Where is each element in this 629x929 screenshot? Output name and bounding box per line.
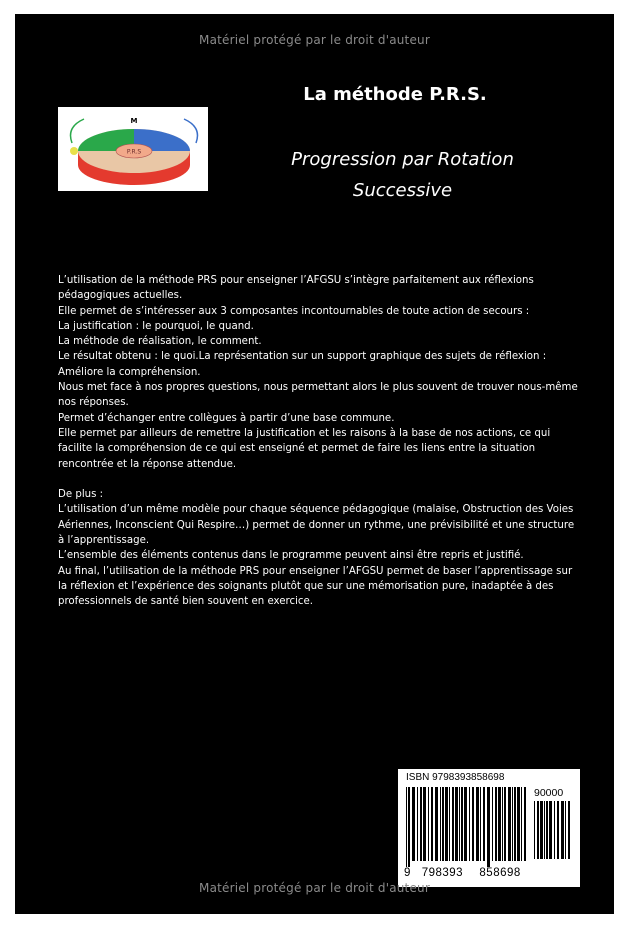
barcode-bar — [557, 801, 559, 859]
barcode-digit-group-2: 858698 — [479, 867, 521, 879]
subtitle-line-2: Successive — [352, 180, 453, 201]
subtitle-line-1: Progression par Rotation — [291, 149, 514, 170]
barcode-bar — [544, 801, 545, 859]
book-title: La méthode P.R.S. — [303, 84, 487, 105]
paragraph: La justification : le pourquoi, le quand. — [58, 320, 254, 332]
copyright-watermark-bottom: Matériel protégé par le droit d'auteur — [199, 881, 430, 895]
barcode-bar — [524, 787, 526, 861]
barcode-bar — [452, 787, 454, 861]
barcode-bar — [417, 787, 418, 861]
isbn-barcode — [398, 769, 580, 887]
paragraph: Permet d’échanger entre collègues à partir d’une base commune. — [58, 412, 395, 424]
barcode-bar — [508, 787, 511, 861]
barcode-bar — [549, 801, 552, 859]
book-back-cover — [15, 14, 614, 914]
paragraph: L’utilisation d’un même modèle pour chaque séquence pédagogique (malaise, Obstruction des Voies Aériennes, Inconscient Qui Respire…) permet de donner un rythme, une prévisibilité et une structure à l’apprentissage. — [58, 504, 575, 547]
barcode-bar — [420, 787, 422, 861]
barcode-bar — [568, 801, 570, 859]
barcode-bar — [492, 787, 493, 861]
barcode-bar — [469, 787, 470, 861]
barcode-bar — [440, 787, 441, 861]
barcode-bar — [408, 787, 410, 867]
barcode-bar — [472, 787, 474, 861]
barcode-bars — [406, 787, 526, 867]
paragraph: Au final, l’utilisation de la méthode PRS pour enseigner l’AFGSU permet de baser l’apprentissage sur la réflexion et l’expérience des soignants plutôt que sur une mémorisation pure, inadaptée à des professionnels de santé bien souvent en exercice. — [58, 565, 573, 608]
barcode-bar — [502, 787, 503, 861]
paragraph: L’ensemble des éléments contenus dans le programme peuvent ainsi être repris et justifié. — [58, 550, 524, 562]
isbn-label: ISBN 9798393858698 — [406, 772, 505, 783]
logo-top-label: M — [130, 117, 138, 125]
paragraph-gap — [58, 472, 578, 487]
barcode-bar — [517, 787, 520, 861]
barcode-bar — [435, 787, 438, 861]
barcode-bar — [483, 787, 485, 861]
paragraph: Le résultat obtenu : le quoi.La représentation sur un support graphique des sujets de réflexion : Améliore la compréhension. — [58, 351, 547, 378]
barcode-bar — [442, 787, 444, 861]
logo-arrow-right — [184, 119, 198, 143]
paragraph: L’utilisation de la méthode PRS pour enseigner l’AFGSU s’intègre parfaitement aux réflexions pédagogiques actuelles. — [58, 275, 534, 302]
barcode-bar — [514, 787, 516, 861]
copyright-watermark-top: Matériel protégé par le droit d'auteur — [199, 33, 430, 47]
logo-dot — [70, 147, 78, 155]
price-barcode-bars — [534, 801, 572, 865]
barcode-bar — [504, 787, 506, 861]
prs-wheel-diagram — [58, 107, 208, 191]
barcode-bar — [428, 787, 429, 861]
logo-center-label: P.R.S — [126, 148, 142, 156]
barcode-bar — [461, 787, 463, 861]
paragraph: Elle permet par ailleurs de remettre la justification et les raisons à la base de nos actions, ce qui facilite la compréhension de ce qui est enseigné et permet de faire les liens entre la situation rencontrée et la réponse attendue. — [58, 427, 551, 470]
barcode-bar — [521, 787, 522, 861]
paragraph: La méthode de réalisation, le comment. — [58, 336, 262, 348]
barcode-bar — [554, 801, 555, 859]
barcode-bar — [464, 787, 467, 861]
barcode-bar — [455, 787, 458, 861]
barcode-digits — [404, 867, 521, 879]
barcode-bar — [459, 787, 460, 861]
barcode-bar — [423, 787, 426, 861]
blurb-text — [58, 273, 578, 610]
paragraph: De plus : — [58, 489, 104, 501]
barcode-bar — [512, 787, 513, 861]
barcode-bar — [406, 787, 407, 867]
barcode-bar — [498, 787, 501, 861]
barcode-bar — [412, 787, 415, 861]
barcode-digit-first: 9 — [404, 867, 411, 879]
barcode-bar — [561, 801, 564, 859]
paragraph: Nous met face à nos propres questions, nous permettant alors le plus souvent de trouver nous-même nos réponses. — [58, 382, 578, 409]
paragraph: Elle permet de s’intéresser aux 3 composantes incontournables de toute action de secours : — [58, 305, 530, 317]
logo-arrow-left — [71, 119, 85, 143]
barcode-bar — [495, 787, 497, 861]
barcode-digit-group-1: 798393 — [421, 867, 464, 879]
barcode-bar — [480, 787, 481, 861]
barcode-bar — [546, 801, 548, 859]
barcode-bar — [431, 787, 433, 861]
barcode-bar — [534, 801, 535, 859]
price-code: 90000 — [534, 787, 564, 799]
barcode-bar — [476, 787, 479, 861]
barcode-bar — [445, 787, 448, 861]
book-subtitle — [255, 144, 550, 206]
barcode-bar — [537, 801, 539, 859]
prs-logo — [58, 107, 208, 191]
barcode-bar — [540, 801, 543, 859]
barcode-bar — [565, 801, 566, 859]
barcode-bar — [487, 787, 490, 867]
barcode-bar — [449, 787, 450, 861]
